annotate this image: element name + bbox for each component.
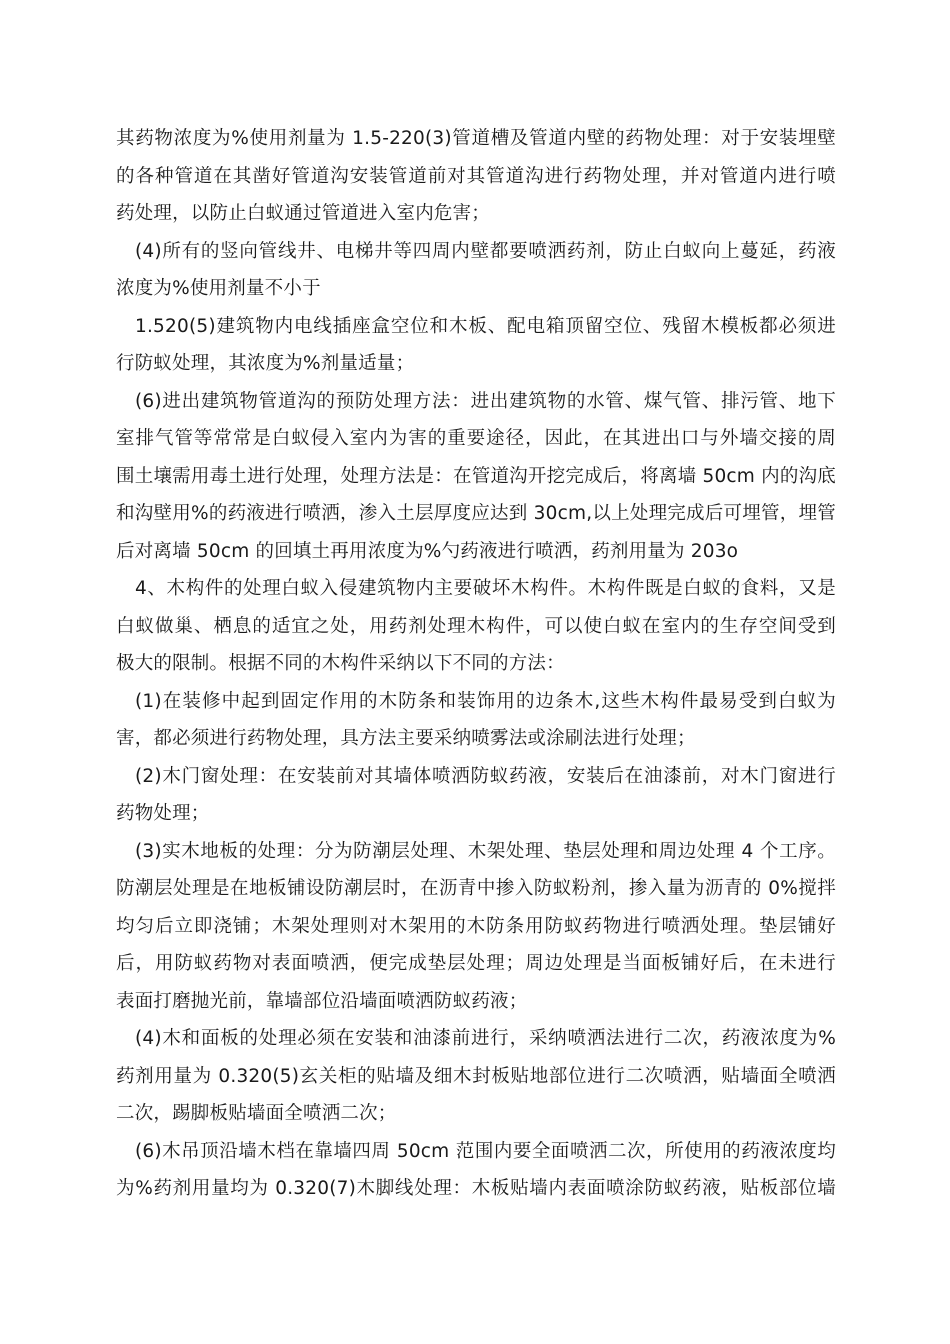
text-line: 二次，踢脚板贴墙面全喷洒二次； bbox=[116, 1103, 397, 1124]
text-line: (4)所有的竖向管线井、电梯井等四周内壁都要喷洒药剂，防止白蚁向上蔓延，药液 bbox=[135, 240, 836, 262]
text-line: 的各种管道在其凿好管道沟安装管道前对其管道沟进行药物处理，并对管道内进行喷 bbox=[116, 165, 836, 187]
text-line: (3)实木地板的处理：分为防潮层处理、木架处理、垫层处理和周边处理 4 个工序。 bbox=[135, 840, 836, 862]
text-line: 和沟壁用%的药液进行喷洒，渗入土层厚度应达到 30cm,以上处理完成后可埋管，埋管 bbox=[116, 503, 836, 524]
text-line: 为%药剂用量均为 0.320(7)木脚线处理：木板贴墙内表面喷涂防蚁药液，贴板部位墙 bbox=[116, 1178, 836, 1199]
text-line: 药剂用量为 0.320(5)玄关柜的贴墙及细木封板贴地部位进行二次喷洒，贴墙面全喷洒 bbox=[116, 1065, 836, 1087]
text-line: 药物处理； bbox=[116, 803, 210, 824]
text-line: (1)在装修中起到固定作用的木防条和装饰用的边条木,这些木构件最易受到白蚁为 bbox=[135, 690, 836, 712]
text-line: 均匀后立即浇铺；木架处理则对木架用的木防条用防蚁药物进行喷洒处理。垫层铺好 bbox=[116, 915, 836, 937]
text-line: 防潮层处理是在地板铺设防潮层时，在沥青中掺入防蚁粉剂，掺入量为沥青的 0%搅拌 bbox=[116, 878, 836, 899]
body-text bbox=[116, 120, 836, 1208]
text-line: 白蚁做巢、栖息的适宜之处，用药剂处理木构件，可以使白蚁在室内的生存空间受到 bbox=[116, 615, 836, 637]
text-line: 室排气管等常常是白蚁侵入室内为害的重要途径，因此，在其进出口与外墙交接的周 bbox=[116, 428, 836, 449]
text-line: 浓度为%使用剂量不小于 bbox=[116, 278, 321, 299]
text-line: 害，都必须进行药物处理，具方法主要采纳喷雾法或涂刷法进行处理； bbox=[116, 728, 696, 749]
text-line: 1.520(5)建筑物内电线插座盒空位和木板、配电箱顶留空位、残留木模板都必须进 bbox=[135, 315, 836, 337]
text-line: (4)木和面板的处理必须在安装和油漆前进行，采纳喷洒法进行二次，药液浓度为% bbox=[135, 1028, 836, 1049]
text-line: 表面打磨抛光前，靠墙部位沿墙面喷洒防蚁药液； bbox=[116, 990, 528, 1012]
text-line: 药处理，以防止白蚁通过管道进入室内危害； bbox=[116, 203, 491, 224]
text-line: 4、木构件的处理白蚁入侵建筑物内主要破坏木构件。木构件既是白蚁的食料，又是 bbox=[135, 578, 836, 599]
text-line: (2)木门窗处理：在安装前对其墙体喷洒防蚁药液，安装后在油漆前，对木门窗进行 bbox=[135, 765, 836, 787]
text-line: 后对离墙 50cm 的回填土再用浓度为%勺药液进行喷洒，药剂用量为 203o bbox=[116, 540, 739, 562]
text-line: (6)进出建筑物管道沟的预防处理方法：进出建筑物的水管、煤气管、排污管、地下 bbox=[135, 390, 836, 412]
text-line: 围土壤需用毒土进行处理，处理方法是：在管道沟开挖完成后，将离墙 50cm 内的沟底 bbox=[116, 465, 836, 487]
text-line: 后，用防蚁药物对表面喷洒，便完成垫层处理；周边处理是当面板铺好后，在未进行 bbox=[116, 953, 836, 974]
text-line: 其药物浓度为%使用剂量为 1.5-220(3)管道槽及管道内壁的药物处理：对于安装埋壁 bbox=[116, 128, 836, 149]
text-line: 行防蚁处理，其浓度为%剂量适量； bbox=[116, 353, 415, 374]
text-line: (6)木吊顶沿墙木档在靠墙四周 50cm 范围内要全面喷洒二次，所使用的药液浓度均 bbox=[135, 1140, 836, 1162]
text-line: 极大的限制。根据不同的木构件采纳以下不同的方法： bbox=[116, 653, 565, 674]
